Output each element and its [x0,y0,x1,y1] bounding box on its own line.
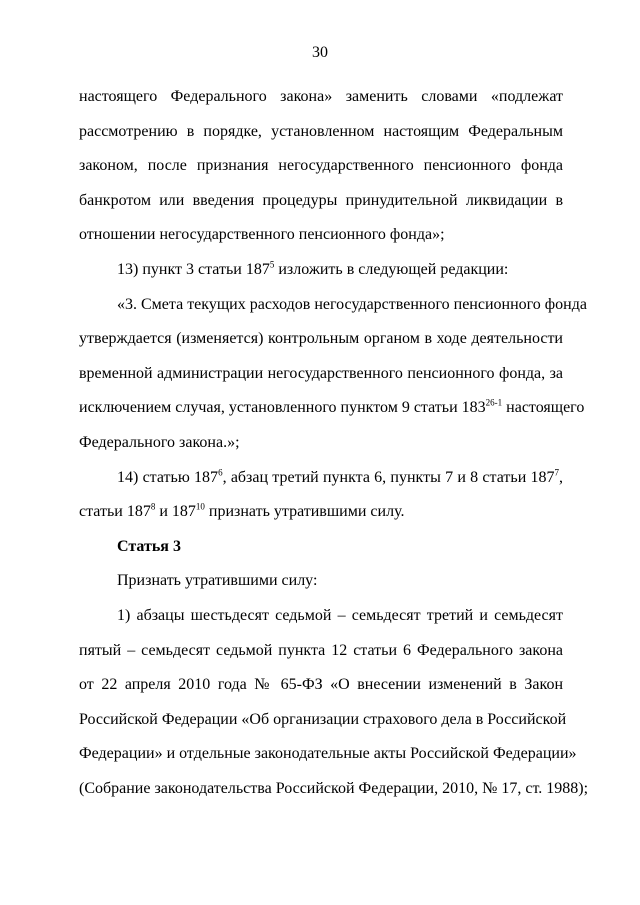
text-fragment: настоящего [502,399,585,417]
text-line: временной администрации негосударственного пенсионного фонда, за [79,364,563,382]
text-fragment: признать утратившими силу. [204,503,405,521]
superscript: 26-1 [485,398,503,409]
article-heading: Статья 3 [117,537,181,555]
text-line [79,391,585,426]
text-line: Российской Федерации «Об организации страхового дела в Российской [79,710,567,728]
page-number: 30 [312,44,328,61]
text-line: Признать утратившими силу: [117,572,318,590]
text-line: законом, после признания негосударственного пенсионного фонда [79,157,563,175]
text-line: (Собрание законодательства Российской Федерации, 2010, № 17, ст. 1988); [79,779,589,797]
superscript: 5 [269,259,275,270]
list-item-1: 1) абзацы шестьдесят седьмой – семьдесят третий и семьдесят [117,606,563,624]
text-fragment: изложить в следующей редакции: [274,260,509,278]
text-fragment: , абзац третий пункта 6, пункты 7 и 8 статьи 187 [222,468,555,486]
text-line: Федерального закона.»; [79,433,240,451]
superscript: 8 [150,501,156,512]
text-line [79,495,563,530]
text-line: рассмотрению в порядке, установленном настоящим Федеральным [79,122,563,140]
text-line: отношении негосударственного пенсионного фонда»; [79,226,445,244]
list-item-13 [79,253,563,288]
quoted-text-line: «3. Смета текущих расходов негосударственного пенсионного фонда [117,295,587,313]
text-fragment: и 187 [155,503,196,521]
text-line: утверждается (изменяется) контрольным органом в ходе деятельности [79,330,563,348]
text-fragment: 14) статью 187 [117,468,219,486]
text-line: банкротом или введения процедуры принудительной ликвидации в [79,191,563,209]
superscript: 7 [554,467,560,478]
text-fragment: 13) пункт 3 статьи 187 [117,260,270,278]
superscript: 10 [195,501,205,512]
text-fragment: исключением случая, установленного пунктом 9 статьи 183 [79,399,486,417]
text-line: пятый – семьдесят седьмой пункта 12 статьи 6 Федерального закона [79,641,563,659]
list-item-14 [79,461,563,496]
text-line: настоящего Федерального закона» заменить словами «подлежат [79,88,563,105]
superscript: 6 [218,467,223,478]
text-fragment: , [559,468,564,486]
text-line: от 22 апреля 2010 года № 65-ФЗ «О внесении изменений в Закон [79,676,563,694]
document-body [79,80,589,806]
text-line: Федерации» и отдельные законодательные акты Российской Федерации» [79,745,577,763]
text-fragment: статьи 187 [79,503,151,521]
